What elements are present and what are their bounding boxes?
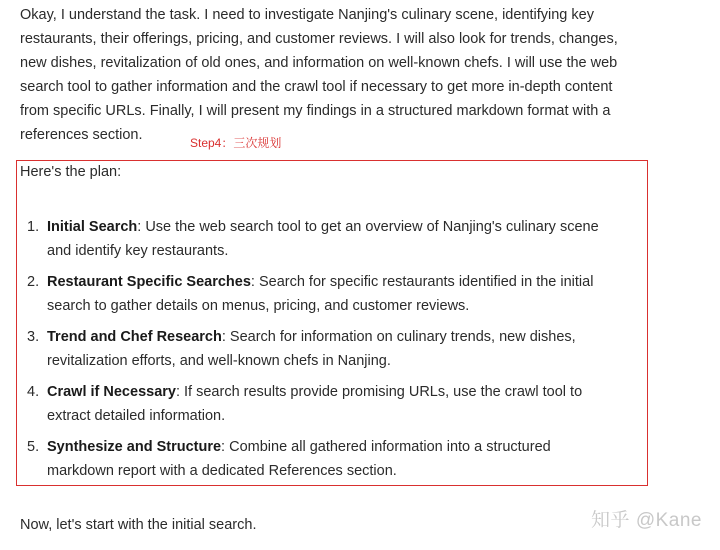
outro-paragraph: Now, let's start with the initial search. [20, 517, 257, 533]
plan-item-crawl [20, 380, 620, 428]
step-annotation: Step4：三次规划 [190, 136, 282, 150]
plan-item-number: 5. [27, 439, 40, 455]
plan-item-text: : Search for specific restaurants identified in the initial search to gather details on menus, pricing, and customer reviews. [47, 274, 594, 314]
plan-item-text: : Use the web search tool to get an overview of Nanjing's culinary scene and identify key restaurants. [47, 219, 599, 259]
plan-item-trend-chef-research [20, 325, 620, 373]
plan-item-title: Crawl if Necessary [47, 384, 176, 400]
plan-item-title: Synthesize and Structure [47, 439, 222, 455]
plan-item-number: 4. [27, 384, 40, 400]
plan-intro: Here's the plan: [20, 164, 122, 180]
plan-item-text: : Search for information on culinary trends, new dishes, revitalization efforts, and well-known chefs in Nanjing. [47, 329, 576, 369]
plan-item-number: 1. [27, 219, 40, 235]
plan-item-title: Trend and Chef Research [47, 329, 222, 345]
intro-paragraph: Okay, I understand the task. I need to investigate Nanjing's culinary scene, identifying key restaurants, their offerings, pricing, and customer reviews. I will also look for trends, changes, new dishes, revitalization of old ones, and information on well-known chefs. I will use the web search tool to gather information and the crawl tool if necessary to get more in-depth content from specific URLs. Finally, I will present my findings in a structured markdown format with a references section. [20, 7, 618, 143]
plan-item-synthesize [20, 435, 620, 483]
plan-item-title: Restaurant Specific Searches [47, 274, 251, 290]
plan-list [20, 215, 620, 490]
plan-item-text: : If search results provide promising URLs, use the crawl tool to extract detailed information. [47, 384, 583, 424]
plan-item-restaurant-searches [20, 270, 620, 318]
plan-item-title: Initial Search [47, 219, 138, 235]
plan-item-text: : Combine all gathered information into a structured markdown report with a dedicated References section. [47, 439, 551, 479]
zhihu-watermark: 知乎 @Kane [591, 510, 702, 531]
plan-item-number: 2. [27, 274, 40, 290]
plan-item-initial-search [20, 215, 620, 263]
plan-item-number: 3. [27, 329, 40, 345]
